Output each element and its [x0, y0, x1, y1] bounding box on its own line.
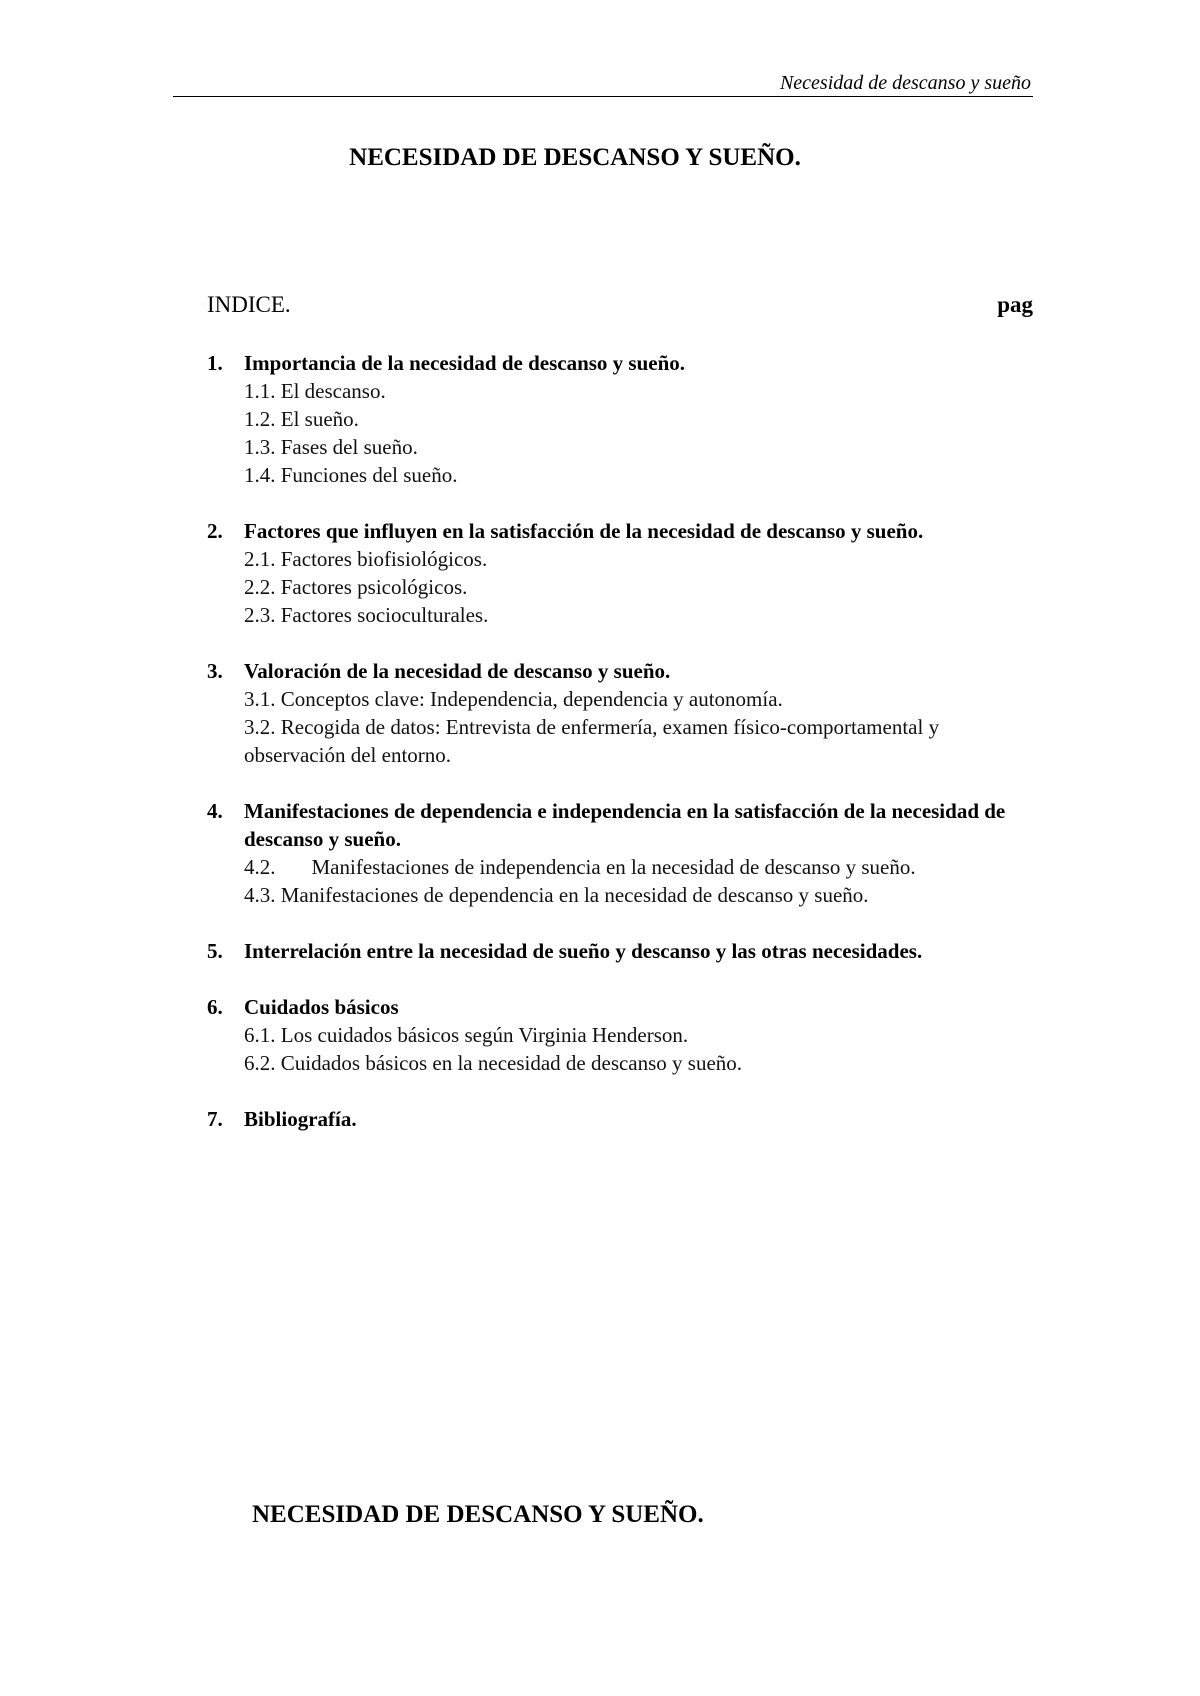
toc-section-1 — [207, 349, 1037, 489]
toc-subitem: 2.3. Factores socioculturales. — [244, 603, 489, 627]
toc-subitem: 2.2. Factores psicológicos. — [244, 575, 468, 599]
toc-section-title — [207, 657, 1037, 685]
toc-subitem: 6.2. Cuidados básicos en la necesidad de descanso y sueño. — [244, 1051, 743, 1075]
toc-subitem — [207, 853, 1037, 881]
document-title: NECESIDAD DE DESCANSO Y SUEÑO. — [349, 144, 801, 171]
toc-section-number: 2. — [207, 519, 223, 543]
toc-subitem: 2.1. Factores biofisiológicos. — [244, 547, 488, 571]
toc-section-3 — [207, 657, 1037, 769]
table-of-contents — [207, 349, 1037, 1161]
toc-section-7 — [207, 1105, 1037, 1133]
running-header — [173, 70, 1033, 97]
toc-section-5 — [207, 937, 1037, 965]
toc-section-title — [207, 517, 1037, 545]
toc-subitem-number: 4.2. — [244, 855, 276, 879]
toc-subitem: 6.1. Los cuidados básicos según Virginia Henderson. — [244, 1023, 689, 1047]
toc-subitem: 3.1. Conceptos clave: Independencia, dependencia y autonomía. — [244, 687, 783, 711]
page-column-label: pag — [997, 292, 1033, 317]
toc-section-text: Bibliografía. — [244, 1107, 357, 1131]
toc-subitem: 3.2. Recogida de datos: Entrevista de enfermería, examen físico-comportamental y observación del entorno. — [244, 715, 940, 767]
toc-subitem: 1.2. El sueño. — [244, 407, 359, 431]
toc-section-text: Factores que influyen en la satisfacción de la necesidad de descanso y sueño. — [244, 519, 924, 543]
toc-section-4 — [207, 797, 1037, 909]
toc-section-text: Importancia de la necesidad de descanso y sueño. — [244, 351, 686, 375]
toc-subitem: 1.1. El descanso. — [244, 379, 386, 403]
body-section-title: NECESIDAD DE DESCANSO Y SUEÑO. — [252, 1501, 704, 1528]
toc-subitem: 1.4. Funciones del sueño. — [244, 463, 458, 487]
toc-section-title — [207, 993, 1037, 1021]
toc-section-number: 3. — [207, 659, 223, 683]
toc-section-title — [207, 797, 1037, 853]
toc-section-text: Cuidados básicos — [244, 995, 399, 1019]
toc-section-text: Valoración de la necesidad de descanso y sueño. — [244, 659, 671, 683]
toc-subitem: 1.3. Fases del sueño. — [244, 435, 418, 459]
toc-section-number: 4. — [207, 799, 223, 823]
toc-section-text: Interrelación entre la necesidad de sueño y descanso y las otras necesidades. — [244, 939, 923, 963]
toc-section-6 — [207, 993, 1037, 1077]
index-heading-row — [207, 291, 1033, 319]
toc-section-number: 5. — [207, 939, 223, 963]
toc-section-text: Manifestaciones de dependencia e independencia en la satisfacción de la necesidad de descanso y sueño. — [244, 799, 1006, 851]
toc-section-2 — [207, 517, 1037, 629]
toc-section-number: 6. — [207, 995, 223, 1019]
running-header-title: Necesidad de descanso y sueño — [779, 72, 1031, 94]
toc-subitem: 4.3. Manifestaciones de dependencia en la necesidad de descanso y sueño. — [244, 883, 869, 907]
toc-section-number: 7. — [207, 1107, 223, 1131]
index-label: INDICE. — [207, 292, 291, 317]
toc-section-title — [207, 1105, 1037, 1133]
toc-section-number: 1. — [207, 351, 223, 375]
toc-section-title — [207, 937, 1037, 965]
toc-subitem-text: Manifestaciones de independencia en la necesidad de descanso y sueño. — [311, 855, 916, 879]
toc-section-title — [207, 349, 1037, 377]
